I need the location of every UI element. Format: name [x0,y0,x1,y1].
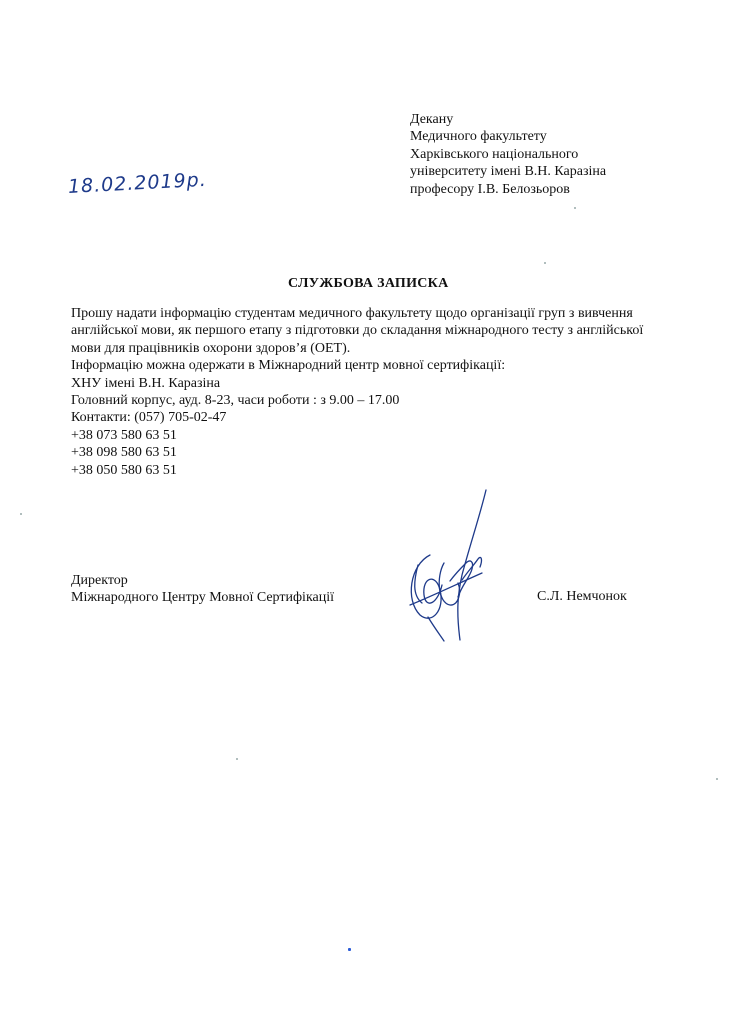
body-line: мови для працівників охорони здоров’я (OET). [71,340,351,356]
body-line: +38 098 580 63 51 [71,445,177,461]
handwritten-date: 18.02.2019р. [67,168,208,198]
signatory-position-line: Міжнародного Центру Мовної Сертифікації [71,590,335,606]
body-line: +38 050 580 63 51 [71,462,177,478]
signatory-position-line: Директор [71,573,128,588]
scan-speck [20,513,22,515]
document-title: СЛУЖБОВА ЗАПИСКА [288,276,449,291]
body-line: англійської мови, як першого етапу з підготовки до складання міжнародного тесту з англійської [71,323,644,339]
body-line: ХНУ імені В.Н. Каразіна [71,375,221,391]
addressee-line: Медичного факультету [410,129,547,145]
addressee-line: Декану [410,112,454,127]
memo-body [71,305,681,479]
scan-speck [236,758,238,760]
body-line: Головний корпус, ауд. 8-23, часи роботи : з 9.00 – 17.00 [71,393,400,409]
ink-speck [348,948,351,951]
body-line: Інформацію можна одержати в Міжнародний центр мовної сертифікації: [71,358,506,374]
scan-speck [574,207,576,209]
scan-speck [716,778,718,780]
body-line: +38 073 580 63 51 [71,427,177,443]
body-line: Прошу надати інформацію студентам медичного факультету щодо організації груп з вивчення [71,306,633,321]
handwritten-signature [400,485,500,645]
scan-speck [544,262,546,264]
body-line: Контакти: (057) 705-02-47 [71,410,227,426]
signatory-position [71,572,334,607]
addressee-line: університету імені В.Н. Каразіна [410,164,607,180]
addressee-block [410,111,606,198]
addressee-line: Харківського національного [410,146,579,162]
addressee-line: професору І.В. Белозьоров [410,181,570,197]
signatory-name: С.Л. Немчонок [537,589,627,604]
